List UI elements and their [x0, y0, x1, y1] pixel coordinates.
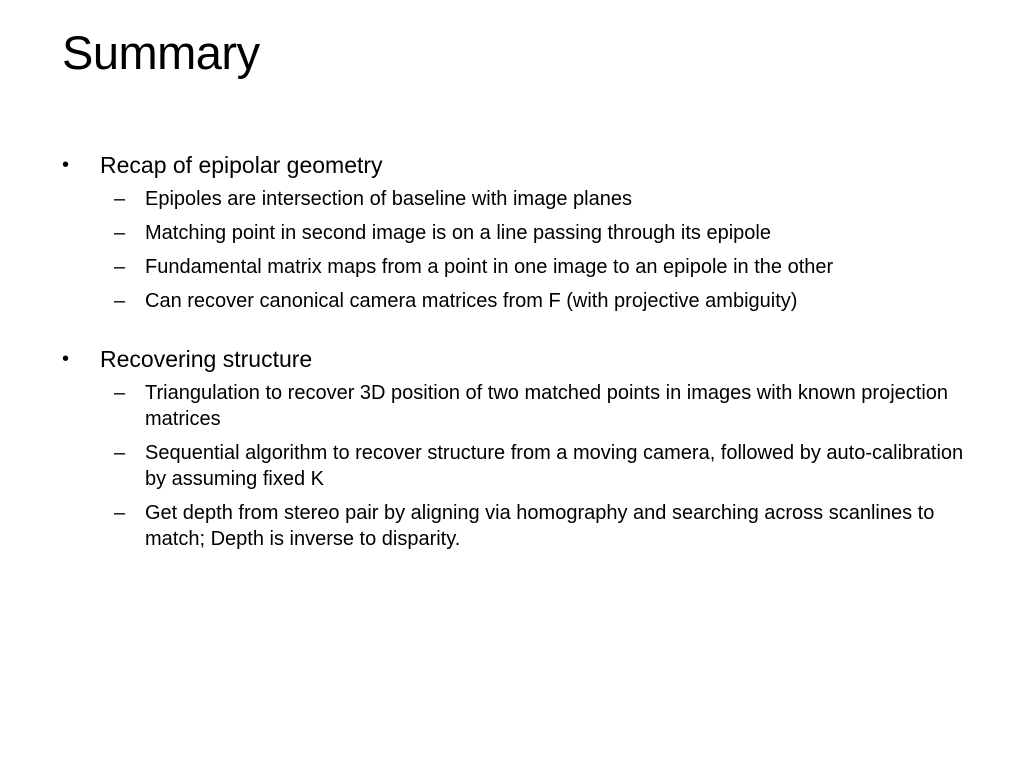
- slide-title: Summary: [62, 26, 260, 79]
- sub-bullet-item: [62, 254, 982, 280]
- section-recovering-structure: [62, 344, 982, 552]
- sub-bullet-text: Matching point in second image is on a line passing through its epipole: [145, 222, 771, 244]
- sub-bullet-text: Sequential algorithm to recover structure from a moving camera, followed by auto-calibration by assuming fixed K: [145, 442, 964, 490]
- dash-icon: –: [114, 442, 126, 464]
- dash-icon: –: [114, 222, 126, 244]
- sub-bullet-text: Fundamental matrix maps from a point in one image to an epipole in the other: [145, 256, 834, 278]
- bullet-item: [62, 150, 982, 181]
- bullet-text: Recovering structure: [100, 346, 313, 372]
- sub-bullet-item: [62, 220, 982, 246]
- section-epipolar-geometry: [62, 150, 982, 314]
- bullet-icon: •: [62, 154, 70, 176]
- slide-body: [62, 150, 982, 582]
- sub-bullet-text: Triangulation to recover 3D position of two matched points in images with known projection matrices: [145, 382, 949, 430]
- dash-icon: –: [114, 502, 126, 524]
- dash-icon: –: [114, 256, 126, 278]
- dash-icon: –: [114, 290, 126, 312]
- sub-bullet-text: Epipoles are intersection of baseline with image planes: [145, 188, 632, 210]
- bullet-text: Recap of epipolar geometry: [100, 152, 383, 178]
- sub-bullet-item: [62, 380, 982, 432]
- bullet-icon: •: [62, 348, 70, 370]
- sub-bullet-item: [62, 500, 982, 552]
- dash-icon: –: [114, 382, 126, 404]
- sub-bullet-item: [62, 288, 982, 314]
- sub-bullet-text: Can recover canonical camera matrices from F (with projective ambiguity): [145, 290, 798, 312]
- sub-bullet-text: Get depth from stereo pair by aligning via homography and searching across scanlines to match; Depth is inverse to disparity.: [145, 502, 935, 550]
- sub-bullet-item: [62, 440, 982, 492]
- dash-icon: –: [114, 188, 126, 210]
- bullet-item: [62, 344, 982, 375]
- sub-bullet-item: [62, 186, 982, 212]
